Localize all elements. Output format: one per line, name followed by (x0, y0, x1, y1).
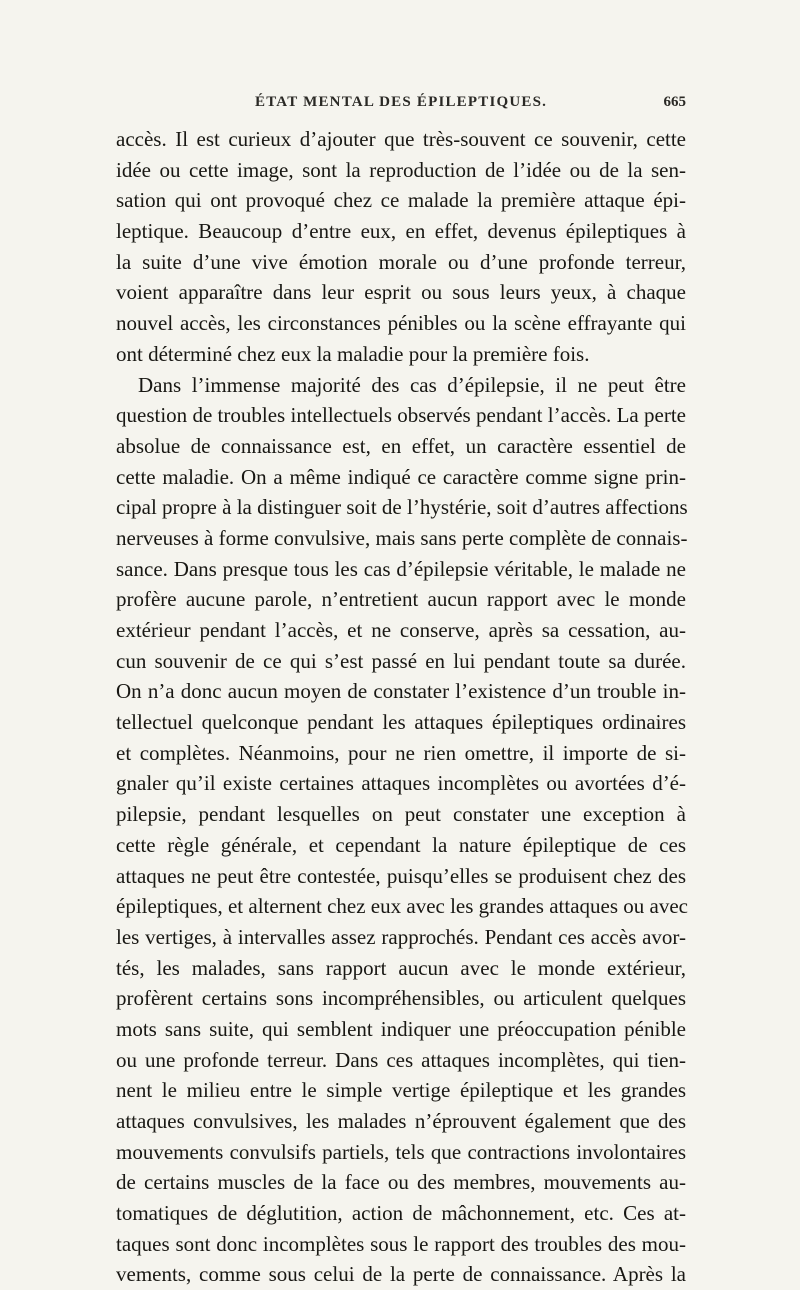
text-line: nent le milieu entre le simple vertige épileptique et les grandes (116, 1078, 686, 1103)
text-line: cette maladie. On a même indiqué ce caractère comme signe prin- (116, 464, 686, 489)
text-line: mouvements convulsifs partiels, tels que contractions involontaires (116, 1139, 686, 1164)
text-line: taques sont donc incomplètes sous le rapport des troubles des mou- (116, 1231, 686, 1256)
text-line: gnaler qu’il existe certaines attaques incomplètes ou avortées d’é- (116, 771, 686, 796)
text-line: tés, les malades, sans rapport aucun avec le monde extérieur, (116, 955, 686, 980)
text-line: sance. Dans presque tous les cas d’épilepsie véritable, le malade ne (116, 556, 686, 581)
text-line: profèrent certains sons incompréhensibles, ou articulent quelques (116, 986, 686, 1011)
text-line: et complètes. Néanmoins, pour ne rien omettre, il importe de si- (116, 740, 686, 765)
text-line: cette règle générale, et cependant la nature épileptique de ces (116, 832, 686, 857)
text-line: de certains muscles de la face ou des membres, mouvements au- (116, 1170, 686, 1195)
text-line: accès. Il est curieux d’ajouter que très-souvent ce souvenir, cette (116, 127, 686, 151)
page-number: 665 (663, 94, 686, 110)
text-line: question de troubles intellectuels observés pendant l’accès. La perte (116, 403, 686, 428)
text-line: attaques ne peut être contestée, puisqu’elles se produisent chez des (116, 863, 686, 888)
text-line: extérieur pendant l’accès, et ne conserve, après sa cessation, au- (116, 618, 686, 642)
text-line: mots sans suite, qui semblent indiquer une préoccupation pénible (116, 1016, 686, 1041)
text-line: épileptiques, et alternent chez eux avec les grandes attaques ou avec (116, 894, 688, 919)
text-line: nouvel accès, les circonstances pénibles ou la scène effrayante qui (116, 311, 686, 336)
page-header (116, 94, 686, 120)
text-line: tellectuel quelconque pendant les attaques épileptiques ordinaires (116, 710, 686, 735)
text-line: attaques convulsives, les malades n’éprouvent également que des (116, 1109, 686, 1133)
text-line: sation qui ont provoqué chez ce malade la première attaque épi- (116, 188, 686, 213)
running-title: ÉTAT MENTAL DES ÉPILEPTIQUES. (255, 94, 548, 110)
text-line: ou une profonde terreur. Dans ces attaques incomplètes, qui tien- (116, 1047, 686, 1072)
text-line: les vertiges, à intervalles assez rapprochés. Pendant ces accès avor- (116, 924, 686, 949)
text-line: la suite d’une vive émotion morale ou d’une profonde terreur, (116, 249, 686, 274)
text-line: profère aucune parole, n’entretient aucun rapport avec le monde (116, 587, 686, 612)
text-line: leptique. Beaucoup d’entre eux, en effet, devenus épileptiques à (116, 219, 686, 244)
text-line: tomatiques de déglutition, action de mâchonnement, etc. Ces at- (116, 1201, 686, 1226)
text-line: idée ou cette image, sont la reproduction de l’idée ou de la sen- (116, 157, 686, 182)
text-line: vements, comme sous celui de la perte de connaissance. Après la (116, 1262, 686, 1287)
text-line: ont déterminé chez eux la maladie pour la première fois. (116, 341, 590, 366)
text-line: cun souvenir de ce qui s’est passé en lui pendant toute sa durée. (116, 648, 686, 673)
text-line: pilepsie, pendant lesquelles on peut constater une exception à (116, 802, 686, 827)
text-line: On n’a donc aucun moyen de constater l’existence d’un trouble in- (116, 679, 686, 704)
text-line: nerveuses à forme convulsive, mais sans perte complète de connais- (116, 525, 688, 550)
text-line: voient apparaître dans leur esprit ou sous leurs yeux, à chaque (116, 280, 686, 305)
text-line: absolue de connaissance est, en effet, un caractère essentiel de (116, 433, 686, 458)
paragraph-start-line: Dans l’immense majorité des cas d’épilepsie, il ne peut être (138, 372, 686, 397)
body-text (116, 124, 686, 1290)
text-line: cipal propre à la distinguer soit de l’hystérie, soit d’autres affections (116, 495, 688, 520)
